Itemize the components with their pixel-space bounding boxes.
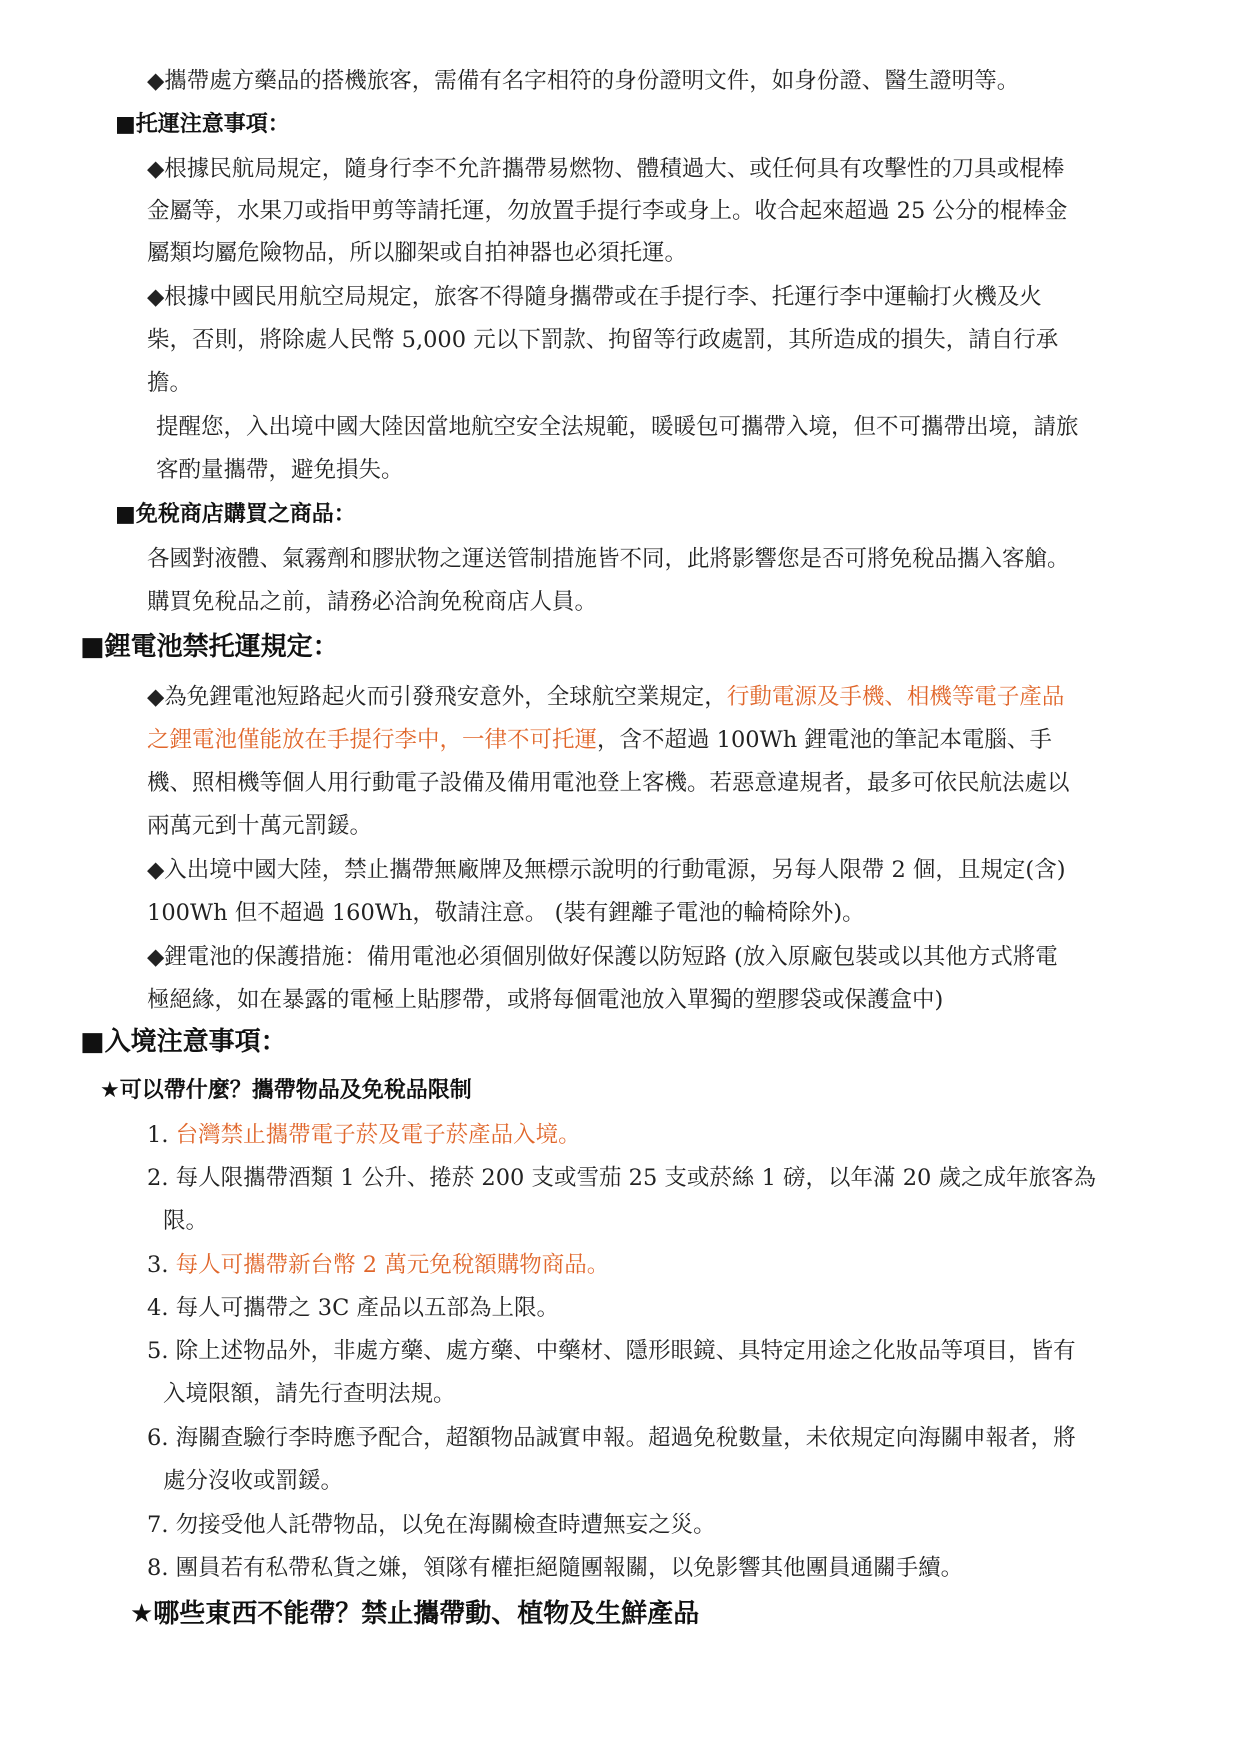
entry-item-5-text: 除上述物品外，非處方藥、處方藥、中藥材、隱形眼鏡、具特定用途之化妝品等項目，皆有 [175, 1338, 1076, 1364]
entry-item-1-num: 1. [147, 1122, 176, 1148]
intro-line: ◆攜帶處方藥品的搭機旅客，需備有名字相符的身份證明文件，如身份證、醫生證明等。 [147, 68, 1020, 94]
entry-item-6-num: 6. [147, 1425, 176, 1451]
entry-item-7-num: 7. [147, 1512, 176, 1538]
duty-free-heading: ■免稅商店購買之商品： [115, 502, 356, 527]
checked-baggage-heading: ■托運注意事項： [115, 112, 290, 137]
prohibited-items-heading: ★哪些東西不能帶？禁止攜帶動、植物及生鮮產品 [130, 1599, 700, 1629]
lithium-p1-highlight-1: 行動電源及手機、相機等電子產品 [726, 684, 1065, 710]
entry-item-8 [147, 1553, 963, 1583]
entry-item-2-text: 每人限攜帶酒類 1 公升、捲菸 200 支或雪茄 25 支或菸絲 1 磅，以年滿 20 歲之成年旅客為 [175, 1165, 1096, 1191]
checked-p3-line-2: 客酌量攜帶，避免損失。 [156, 457, 404, 483]
duty-free-line-2: 購買免稅品之前，請務必洽詢免稅商店人員。 [147, 589, 598, 615]
entry-item-5-num: 5. [147, 1338, 176, 1364]
entry-item-1 [147, 1120, 581, 1150]
lithium-p1-line-1 [147, 682, 1064, 712]
lithium-p2-line-1: ◆入出境中國大陸，禁止攜帶無廠牌及無標示說明的行動電源，另每人限帶 2 個，且規定(含) [147, 857, 1066, 883]
entry-heading: ■入境注意事項： [80, 1027, 287, 1057]
lithium-battery-heading: ■鋰電池禁托運規定： [80, 632, 339, 662]
entry-item-2-cont: 限。 [163, 1208, 209, 1234]
entry-item-2-num: 2. [147, 1165, 176, 1191]
entry-item-8-num: 8. [147, 1555, 176, 1581]
entry-item-1-text: 台灣禁止攜帶電子菸及電子菸產品入境。 [175, 1122, 581, 1148]
lithium-p3-line-2: 極絕緣，如在暴露的電極上貼膠帶，或將每個電池放入單獨的塑膠袋或保護盒中) [147, 987, 944, 1013]
lithium-p1-line-3: 機、照相機等個人用行動電子設備及備用電池登上客機。若惡意違規者，最多可依民航法處以 [147, 770, 1070, 796]
lithium-p1-line-1-text: ◆為免鋰電池短路起火而引發飛安意外，全球航空業規定， [147, 684, 727, 710]
lithium-p1-line-2-text: ，含不超過 100Wh 鋰電池的筆記本電腦、手 [597, 727, 1052, 753]
entry-item-4-num: 4. [147, 1295, 176, 1321]
checked-p2-line-1: ◆根據中國民用航空局規定，旅客不得隨身攜帶或在手提行李、托運行李中運輸打火機及火 [147, 284, 1042, 310]
entry-item-4-text: 每人可攜帶之 3C 產品以五部為上限。 [175, 1295, 559, 1321]
entry-subheading: ★可以帶什麼？攜帶物品及免稅品限制 [100, 1078, 472, 1103]
entry-item-5 [147, 1336, 1076, 1366]
duty-free-line-1: 各國對液體、氣霧劑和膠狀物之運送管制措施皆不同，此將影響您是否可將免稅品攜入客艙。 [147, 546, 1070, 572]
entry-item-6-text: 海關查驗行李時應予配合，超額物品誠實申報。超過免稅數量，未依規定向海關申報者，將 [175, 1425, 1076, 1451]
lithium-p2-line-2: 100Wh 但不超過 160Wh，敬請注意。 (裝有鋰離子電池的輪椅除外)。 [147, 900, 865, 926]
checked-p1-line-2: 金屬等，水果刀或指甲剪等請托運，勿放置手提行李或身上。收合起來超過 25 公分的棍棒金 [147, 198, 1068, 224]
entry-item-5-cont: 入境限額，請先行查明法規。 [163, 1381, 456, 1407]
entry-item-7 [147, 1510, 716, 1540]
entry-item-6-cont: 處分沒收或罰鍰。 [163, 1468, 344, 1494]
entry-item-6 [147, 1423, 1076, 1453]
checked-p3-line-1: 提醒您，入出境中國大陸因當地航空安全法規範，暖暖包可攜帶入境，但不可攜帶出境，請旅 [156, 414, 1079, 440]
entry-item-3 [147, 1250, 609, 1280]
entry-item-8-text: 團員若有私帶私貨之嫌，領隊有權拒絕隨團報關，以免影響其他團員通關手續。 [175, 1555, 964, 1581]
entry-item-3-num: 3. [147, 1252, 176, 1278]
lithium-p1-line-2 [147, 725, 1052, 755]
checked-p1-line-1: ◆根據民航局規定，隨身行李不允許攜帶易燃物、體積過大、或任何具有攻擊性的刀具或棍棒 [147, 156, 1065, 182]
checked-p2-line-2: 柴，否則，將除處人民幣 5,000 元以下罰款、拘留等行政處罰，其所造成的損失，請自行承 [147, 327, 1059, 353]
checked-p2-line-3: 擔。 [147, 370, 193, 396]
lithium-p1-highlight-2: 之鋰電池僅能放在手提行李中，一律不可托運 [147, 727, 598, 753]
entry-item-7-text: 勿接受他人託帶物品，以免在海關檢查時遭無妄之災。 [175, 1512, 716, 1538]
entry-item-2 [147, 1163, 1096, 1193]
checked-p1-line-3: 屬類均屬危險物品，所以腳架或自拍神器也必須托運。 [147, 240, 688, 266]
lithium-p1-line-4: 兩萬元到十萬元罰鍰。 [147, 813, 373, 839]
lithium-p3-line-1: ◆鋰電池的保護措施：備用電池必須個別做好保護以防短路 (放入原廠包裝或以其他方式將電 [147, 944, 1058, 970]
entry-item-3-text: 每人可攜帶新台幣 2 萬元免稅額購物商品。 [175, 1252, 610, 1278]
entry-item-4 [147, 1293, 559, 1323]
